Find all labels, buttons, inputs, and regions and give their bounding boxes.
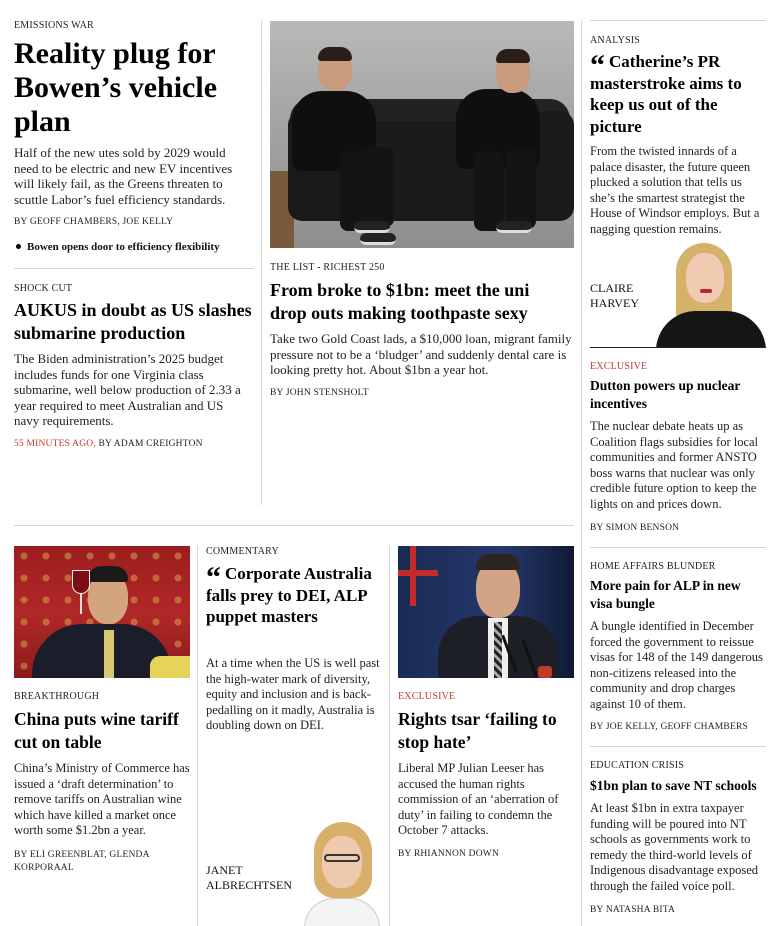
author-photo-janet [300, 822, 384, 926]
story-kicker: EXCLUSIVE [590, 361, 648, 372]
story-headline[interactable]: $1bn plan to save NT schools [590, 778, 757, 793]
section-divider [590, 347, 766, 348]
flowers-shape [150, 656, 190, 678]
story-headline[interactable]: AUKUS in doubt as US slashes submarine production [14, 300, 252, 343]
story-summary: Liberal MP Julian Leeser has accused the human rights commission of an ‘aberration of duty’ in failing to condemn the October 7 attacks. [398, 761, 559, 837]
flag-cross-shape [410, 546, 416, 606]
story-byline: BY RHIANNON DOWN [398, 849, 500, 859]
story-summary: At least $1bn in extra taxpayer funding will be poured into NT schools as governments work to remedy the third-world levels of Indigenous disadvantage exposed through the failed voice poll. [590, 801, 759, 893]
wine-glass-icon [72, 570, 90, 594]
story-summary: A bungle identified in December forced the government to reissue visas for 148 of the 149 dangerous non-citizens released into the community and drop charges against 10 of them. [590, 619, 763, 711]
person-leg-shape [364, 147, 394, 227]
person-leg-shape [474, 151, 504, 231]
story-time-ago: 55 MINUTES AGO, [14, 439, 96, 449]
story-summary: The nuclear debate heats up as Coalition flags subsidies for local communities and former ANSTO boss warns that nuclear was only credible future option to keep the lights on and prices down. [590, 419, 759, 511]
story-headline[interactable]: Reality plug for Bowen’s vehicle plan [14, 37, 218, 138]
author-first-name: CLAIRE [590, 281, 634, 295]
story-byline: BY ELI GREENBLAT, GLENDA KORPORAAL [14, 850, 150, 873]
person-leg-shape [506, 149, 536, 229]
shoe-shape [354, 221, 390, 233]
hair-shape [88, 566, 128, 582]
author-name [590, 281, 639, 311]
column-divider [581, 20, 582, 926]
story-headline[interactable] [590, 51, 766, 137]
shoe-shape [496, 221, 532, 233]
story-photo-leeser[interactable] [398, 546, 574, 678]
story-byline: BY SIMON BENSON [590, 523, 680, 533]
story-byline: BY GEOFF CHAMBERS, JOE KELLY [14, 217, 174, 227]
body-shape [304, 898, 380, 926]
hair-shape [476, 554, 520, 570]
face-shape [322, 836, 362, 888]
lips-shape [700, 289, 712, 293]
story-kicker: EDUCATION CRISIS [590, 760, 685, 771]
author-last-name: HARVEY [590, 296, 640, 310]
glasses-icon [324, 854, 360, 862]
story-headline[interactable]: More pain for ALP in new visa bungle [590, 578, 741, 611]
story-summary: Half of the new utes sold by 2029 would need to be electric and new EV incentives will likely fail, as the Greens threaten to scuttle Labor’s fuel efficiency standards. [14, 145, 233, 207]
story-byline: BY NATASHA BITA [590, 905, 676, 915]
related-link-label: Bowen opens door to efficiency flexibility [27, 241, 220, 253]
story-photo-founders[interactable] [270, 21, 574, 248]
story-kicker: ANALYSIS [590, 35, 641, 46]
story-byline: BY JOHN STENSHOLT [270, 388, 369, 398]
story-photo-wine[interactable] [14, 546, 190, 678]
face-shape [686, 253, 724, 303]
section-divider [14, 525, 574, 526]
tie-shape [104, 630, 114, 678]
story-kicker: SHOCK CUT [14, 283, 73, 294]
person-hair-shape [496, 49, 530, 63]
story-byline: BY JOE KELLY, GEOFF CHAMBERS [590, 722, 748, 732]
bullet-icon [16, 244, 21, 249]
section-divider [14, 268, 254, 269]
author-first-name: JANET [206, 863, 243, 877]
sofa-arm-shape [534, 111, 574, 221]
column-divider [389, 546, 390, 926]
author-photo-claire [656, 241, 766, 347]
story-kicker: BREAKTHROUGH [14, 691, 100, 702]
story-headline[interactable]: From broke to $1bn: meet the uni drop outs making toothpaste sexy [270, 280, 530, 323]
section-divider [590, 746, 766, 747]
story-summary: Take two Gold Coast lads, a $10,000 loan, migrant family pressure not to be a ‘bludger’ and suddenly dental care is looking pretty hot. About $1bn a year hot. [270, 331, 572, 377]
story-summary: At a time when the US is well past the high-water mark of diversity, equity and inclusion and is back-pedalling on it madly, Australia is doubling down on DEI. [206, 656, 380, 732]
story-author: BY ADAM CREIGHTON [98, 439, 203, 449]
story-kicker: EXCLUSIVE [398, 691, 456, 702]
story-headline[interactable]: Rights tsar ‘failing to stop hate’ [398, 709, 557, 752]
shoe-shape [360, 233, 396, 245]
person-hair-shape [318, 47, 352, 61]
section-divider [590, 547, 766, 548]
section-divider [590, 20, 766, 21]
story-summary: The Biden administration’s 2025 budget includes funds for one Virginia class submarine, well below production of 2.33 a year required to meet Australian and US navy requirements. [14, 351, 241, 428]
story-headline-text: Corporate Australia falls prey to DEI, ALP puppet masters [206, 564, 372, 626]
quote-mark-icon: “ [206, 561, 221, 594]
story-headline[interactable] [206, 563, 382, 628]
tie-shape [494, 622, 502, 678]
author-last-name: ALBRECHTSEN [206, 878, 293, 892]
column-divider [261, 20, 262, 505]
story-kicker: HOME AFFAIRS BLUNDER [590, 561, 716, 572]
story-kicker: EMISSIONS WAR [14, 20, 94, 31]
story-headline-text: Catherine’s PR masterstroke aims to keep us out of the picture [590, 52, 742, 136]
story-kicker: THE LIST - RICHEST 250 [270, 262, 385, 273]
story-summary: From the twisted innards of a palace disaster, the future queen plucked a solution that tells us she’s the smartest strategist the House of Windsor employs. But a nagging question remains. [590, 144, 760, 236]
story-byline [14, 439, 203, 449]
story-headline[interactable]: China puts wine tariff cut on table [14, 709, 179, 752]
flag-cross-shape [398, 570, 438, 576]
related-link[interactable] [16, 241, 220, 253]
microphone-icon [538, 666, 552, 678]
story-kicker: COMMENTARY [206, 546, 279, 557]
wine-stem-shape [80, 594, 82, 614]
story-summary: China’s Ministry of Commerce has issued a ‘draft determination’ to remove tariffs on Australian wine which have killed a market once worth some $1.2bn a year. [14, 761, 190, 837]
body-shape [656, 311, 766, 347]
quote-mark-icon: “ [590, 49, 605, 82]
column-divider [197, 546, 198, 926]
author-name [206, 863, 292, 893]
story-headline[interactable]: Dutton powers up nuclear incentives [590, 378, 741, 411]
